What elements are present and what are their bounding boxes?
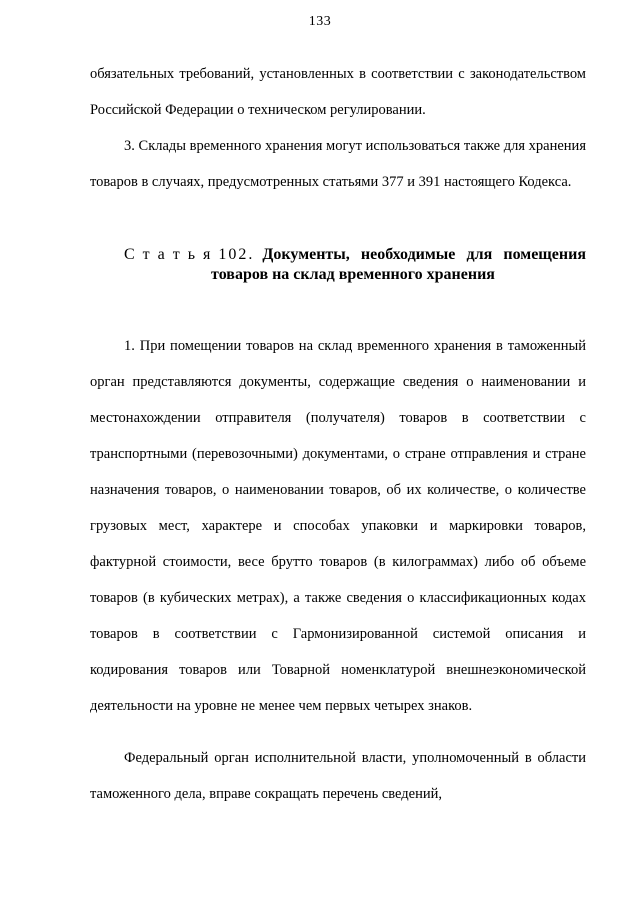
page-number: 133 bbox=[308, 14, 332, 29]
page-content bbox=[0, 56, 640, 812]
top-paragraphs bbox=[90, 56, 586, 200]
paragraph: 3. Склады временного хранения могут использоваться также для хранения товаров в случаях, предусмотренных статьями 377 и 391 настоящего Кодекса. bbox=[90, 138, 586, 190]
paragraph-gap bbox=[90, 724, 586, 740]
paragraph: Федеральный орган исполнительной власти, уполномоченный в области таможенного дела, вправе сокращать перечень сведений, bbox=[90, 750, 586, 802]
body-paragraphs bbox=[90, 328, 586, 812]
article-title-line-2: товаров на склад временного хранения bbox=[211, 266, 495, 283]
paragraph: 1. При помещении товаров на склад временного хранения в таможенный орган представляются документы, содержащие сведения о наименовании и местонахождении отправителя (получателя) товаров в соответствии с транспортными (перевозочными) документами, о стране отправления и стране назначения товаров, о наименовании товаров, об их количестве, о количестве грузовых мест, характере и способах упаковки и маркировки товаров, фактурной стоимости, весе брутто товаров (в килограммах) либо об объеме товаров (в кубических метрах), а также сведения о классификационных кодах товаров в соответствии с Гармонизированной системой описания и кодирования товаров или Товарной номенклатурой внешнеэкономической деятельности на уровне не менее чем первых четырех знаков. bbox=[90, 338, 586, 714]
paragraph: обязательных требований, установленных в соответствии с законодательством Российской Федерации о техническом регулировании. bbox=[90, 66, 586, 118]
article-heading bbox=[90, 246, 586, 284]
document-page bbox=[0, 14, 640, 914]
article-heading-line-1 bbox=[124, 246, 586, 264]
article-title-line-1: Документы, необходимые для помещения bbox=[262, 246, 586, 263]
article-label: С т а т ь я 102. bbox=[124, 246, 255, 263]
